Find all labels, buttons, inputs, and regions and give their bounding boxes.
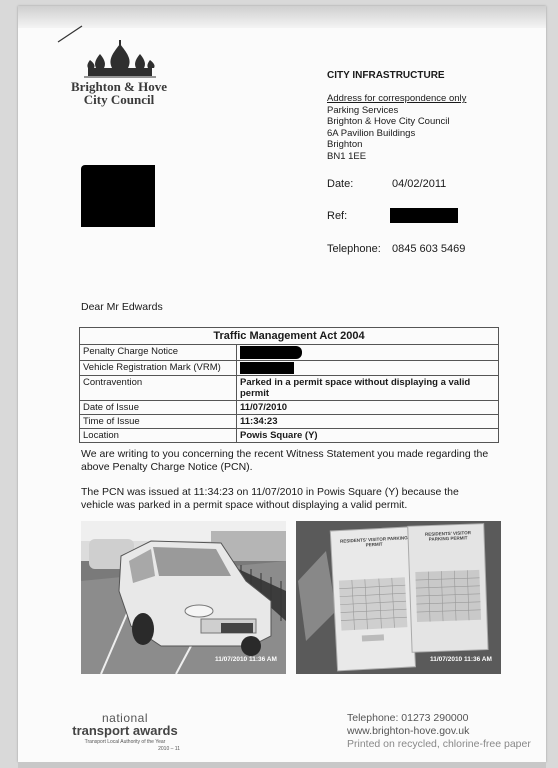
- footer-contact: [347, 712, 531, 751]
- row-label: Date of Issue: [80, 401, 237, 415]
- scan-top-edge: [18, 6, 546, 28]
- row-value: [237, 361, 499, 376]
- table-row: [80, 429, 499, 443]
- footer-recycled-note: Printed on recycled, chlorine-free paper: [347, 738, 531, 750]
- pcn-details-table: [79, 327, 499, 443]
- redacted-recipient-address: [81, 165, 155, 227]
- row-value: [237, 345, 499, 361]
- evidence-photo-car: [81, 521, 286, 674]
- salutation: Dear Mr Edwards: [81, 301, 163, 313]
- footer-website: www.brighton-hove.gov.uk: [347, 725, 470, 737]
- table-title: Traffic Management Act 2004: [80, 328, 499, 345]
- address-line: Brighton & Hove City Council: [327, 116, 450, 127]
- paragraph-2: The PCN was issued at 11:34:23 on 11/07/2010 in Powis Square (Y) because the vehicle was parked in a permit space without displaying a valid permit.: [81, 486, 459, 511]
- row-value: 11:34:23: [237, 415, 499, 429]
- pen-mark-icon: [56, 24, 86, 44]
- ref-label: Ref:: [327, 210, 348, 222]
- table-row: [80, 345, 499, 361]
- row-label: Vehicle Registration Mark (VRM): [80, 361, 237, 376]
- photo-timestamp: 11/07/2010 11:36 AM: [430, 656, 492, 663]
- permit-heading: RESIDENTS' VISITOR PARKING PERMIT: [339, 535, 408, 548]
- table-row: [80, 401, 499, 415]
- award-year: 2010 – 11: [158, 746, 180, 752]
- award-line-2: transport awards: [72, 723, 178, 738]
- row-value: Parked in a permit space without displaying a valid permit: [237, 376, 499, 401]
- redacted-reference: [390, 208, 458, 223]
- table-row: [80, 361, 499, 376]
- award-line-1: national: [101, 711, 149, 725]
- date-value: 04/02/2011: [392, 178, 447, 190]
- photo-timestamp: 11/07/2010 11:36 AM: [215, 656, 277, 663]
- address-line: Parking Services: [327, 104, 399, 116]
- row-value: Powis Square (Y): [237, 429, 499, 443]
- council-logo-text: [66, 80, 172, 106]
- correspondence-address: [327, 93, 466, 162]
- table-row: [80, 415, 499, 429]
- pavilion-logo-icon: [84, 40, 156, 78]
- address-line: 6A Pavilion Buildings: [327, 127, 416, 139]
- scan-bottom-edge: [18, 762, 546, 768]
- row-label: Location: [80, 429, 237, 443]
- evidence-photo-permits: [296, 521, 501, 674]
- redacted-pcn-number: [240, 346, 302, 359]
- redacted-vrm: [240, 362, 294, 374]
- permit-heading: RESIDENTS' VISITOR PARKING PERMIT: [424, 530, 471, 542]
- address-line: BN1 1EE: [327, 150, 367, 162]
- date-label: Date:: [327, 178, 354, 190]
- paragraph-1: We are writing to you concerning the recent Witness Statement you made regarding the above Penalty Charge Notice (PCN).: [81, 448, 489, 473]
- award-subtitle: Transport Local Authority of the Year: [84, 739, 166, 745]
- row-value: 11/07/2010: [237, 401, 499, 415]
- address-heading: Address for correspondence only: [327, 93, 467, 104]
- telephone-value: 0845 603 5469: [392, 243, 466, 255]
- logo-line-1: Brighton & Hove: [70, 79, 168, 94]
- car-photo-image: [81, 521, 286, 674]
- row-label: Time of Issue: [80, 415, 237, 429]
- table-row: [80, 376, 499, 401]
- row-label: Penalty Charge Notice: [80, 345, 237, 361]
- department-title: CITY INFRASTRUCTURE: [327, 70, 445, 81]
- row-label: Contravention: [80, 376, 237, 401]
- address-line: Brighton: [327, 139, 363, 150]
- footer-telephone: Telephone: 01273 290000: [347, 712, 469, 724]
- logo-line-2: City Council: [83, 92, 155, 107]
- transport-awards-logo: [66, 712, 184, 752]
- telephone-label: Telephone:: [327, 243, 381, 255]
